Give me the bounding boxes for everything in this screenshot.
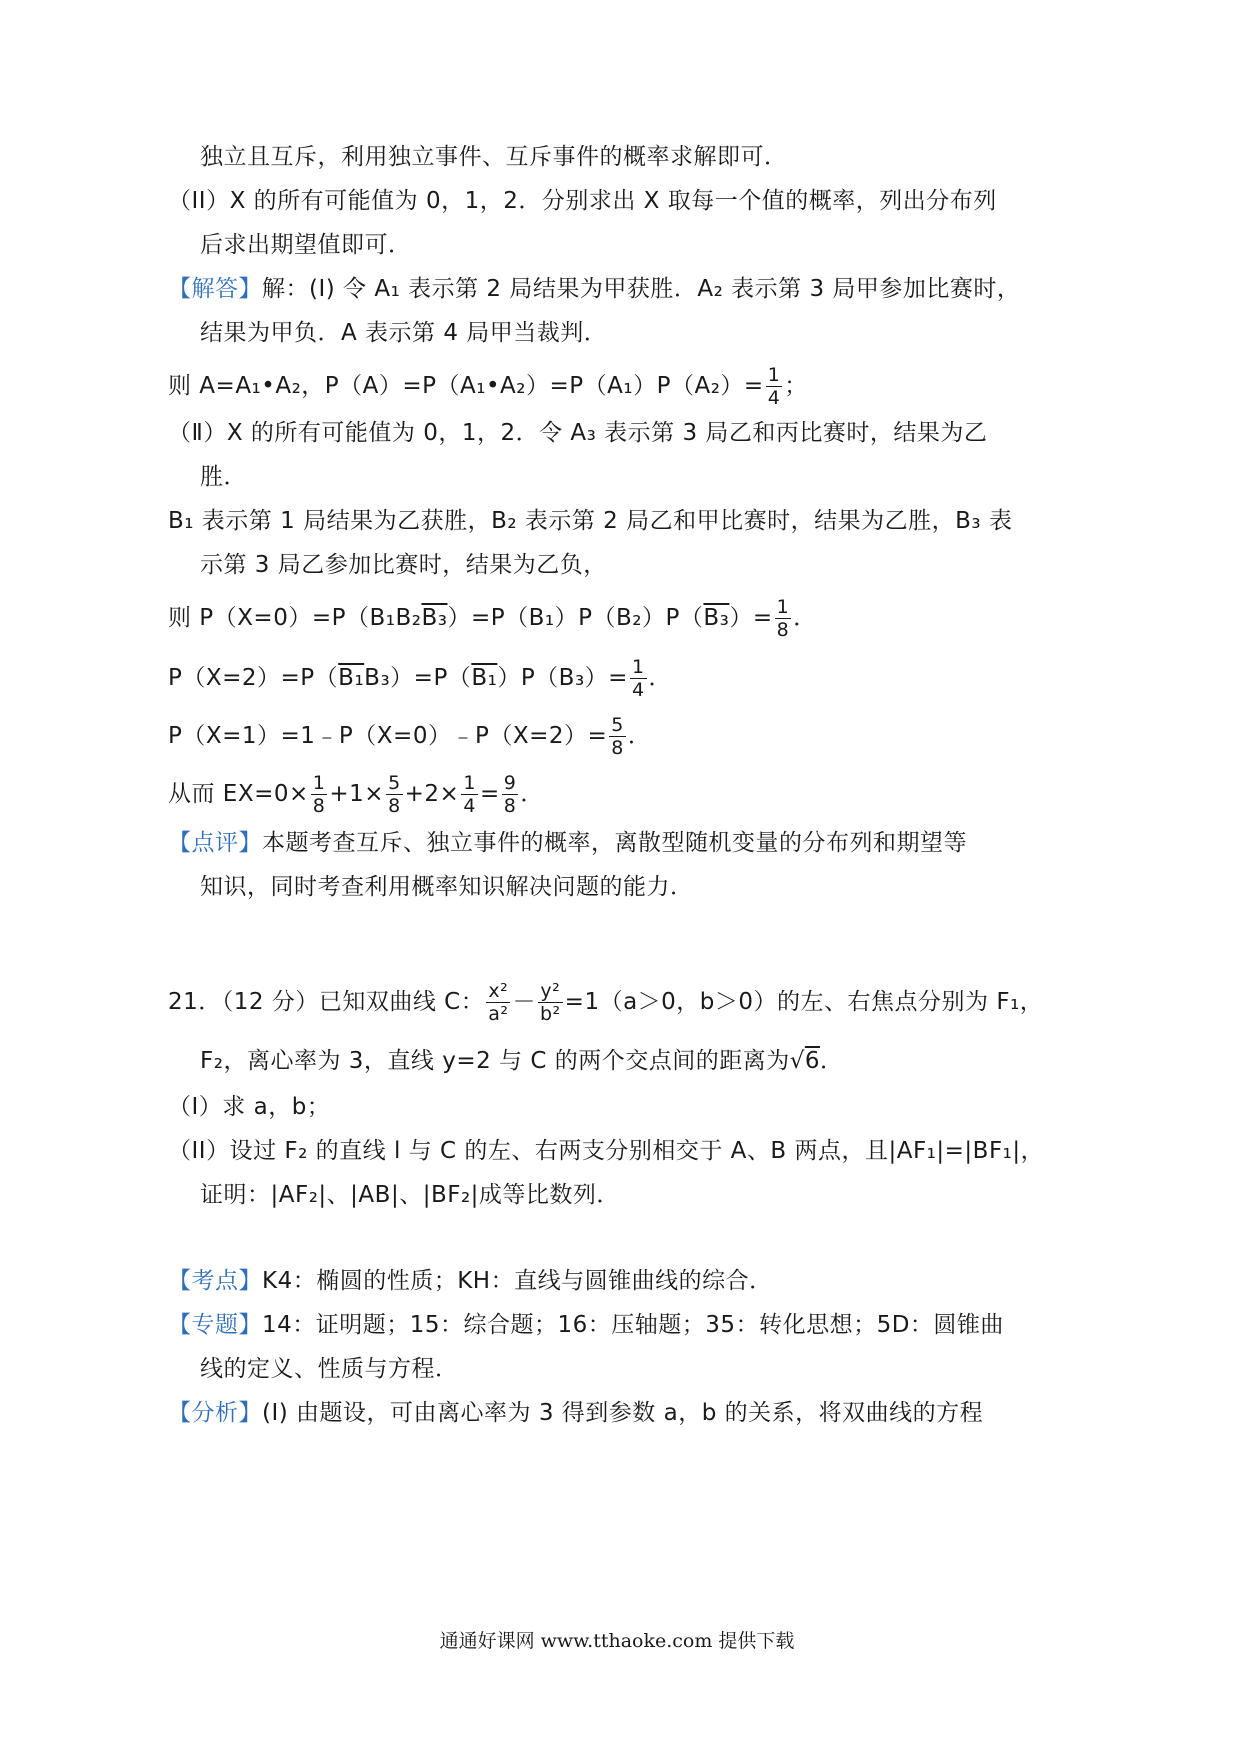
numerator: y² <box>540 980 561 1002</box>
minus-sign: － <box>512 989 536 1015</box>
denominator: 8 <box>611 737 624 759</box>
fraction <box>311 772 328 817</box>
formula-text: 则 P（X=0）=P（B₁B₂ <box>168 605 422 631</box>
problem-text: 21．（12 分）已知双曲线 C： <box>168 989 485 1015</box>
page-footer: 通通好课网 www.tthaoke.com 提供下载 <box>439 1630 795 1652</box>
text-line: 结果为甲负．A 表示第 4 局甲当裁判． <box>200 320 608 346</box>
fraction <box>486 980 510 1025</box>
denominator: 4 <box>463 795 476 817</box>
text-line: 14：证明题；15：综合题；16：压轴题；35：转化思想；5D：圆锥曲 <box>262 1312 1004 1338</box>
text-line: 本题考查互斥、独立事件的概率，离散型随机变量的分布列和期望等 <box>262 830 967 856</box>
numerator: 9 <box>503 772 517 794</box>
complement-term: B₁ <box>338 665 365 691</box>
formula-line <box>168 656 672 701</box>
punctuation: ． <box>793 605 817 631</box>
problem-line <box>200 1046 844 1076</box>
formula-line <box>168 364 808 409</box>
analysis-tag: 【分析】 <box>168 1400 262 1426</box>
problem-text: F₂，离心率为 3，直线 y=2 与 C 的两个交点间的距离为√ <box>200 1048 805 1074</box>
denominator: 8 <box>776 619 790 641</box>
numerator: 5 <box>388 772 401 794</box>
answer-heading-line <box>168 274 1020 304</box>
text-line: 胜． <box>200 464 247 490</box>
denominator: a² <box>488 1003 509 1025</box>
formula-text: P（X=1）=1﹣P（X=0）﹣P（X=2）= <box>168 723 608 749</box>
problem-text: =1（a＞0，b＞0）的左、右焦点分别为 F₁， <box>564 989 1044 1015</box>
text-line: 解：(I) 令 A₁ 表示第 2 局结果为甲获胜．A₂ 表示第 3 局甲参加比赛时， <box>262 276 1021 302</box>
complement-term: B₃ <box>421 605 448 631</box>
topic-tag: 【专题】 <box>168 1312 262 1338</box>
keypoint-tag: 【考点】 <box>168 1268 262 1294</box>
numerator: 1 <box>312 772 326 794</box>
punctuation: ． <box>648 665 673 691</box>
formula-text: +2× <box>404 781 460 807</box>
text-line: 证明：|AF₂|、|AB|、|BF₂|成等比数列． <box>200 1182 620 1208</box>
text-line: (I) 由题设，可由离心率为 3 得到参数 a，b 的关系，将双曲线的方程 <box>262 1400 984 1426</box>
denominator: 8 <box>503 795 517 817</box>
fraction <box>502 772 519 817</box>
formula-text: 则 A=A₁•A₂，P（A）=P（A₁•A₂）=P（A₁）P（A₂）= <box>168 373 764 399</box>
punctuation: ． <box>820 1048 844 1074</box>
numerator: 1 <box>776 596 790 618</box>
formula-text: ）= <box>729 605 773 631</box>
fraction <box>630 656 647 701</box>
text-line: （II）设过 F₂ 的直线 l 与 C 的左、右两支分别相交于 A、B 两点，且|AF₁|=|BF₁|， <box>168 1138 1045 1164</box>
denominator: 4 <box>767 387 781 409</box>
punctuation: ； <box>784 373 808 399</box>
formula-text: +1× <box>329 781 385 807</box>
text-line: B₁ 表示第 1 局结果为乙获胜，B₂ 表示第 2 局乙和甲比赛时，结果为乙胜，B₃ 表 <box>168 508 1013 534</box>
fraction <box>775 596 792 641</box>
formula-line <box>168 772 544 817</box>
text-line: K4：椭圆的性质；KH：直线与圆锥曲线的综合． <box>262 1268 773 1294</box>
text-line: 示第 3 局乙参加比赛时，结果为乙负， <box>200 552 607 578</box>
analysis-line <box>168 1398 983 1428</box>
fraction <box>386 772 403 817</box>
comment-line <box>168 828 967 858</box>
formula-text: P（X=2）=P（ <box>168 665 339 691</box>
formula-text: ）=P（B₁）P（B₂）P（ <box>447 605 704 631</box>
formula-line <box>168 714 651 759</box>
fraction <box>538 980 563 1025</box>
text-line: 知识，同时考查利用概率知识解决问题的能力． <box>200 874 694 900</box>
fraction <box>461 772 478 817</box>
keypoint-line <box>168 1266 773 1296</box>
complement-term: B₃ <box>703 605 730 631</box>
numerator: 1 <box>463 772 476 794</box>
text-line: （I）求 a，b； <box>168 1094 331 1120</box>
complement-term: B₁ <box>471 665 498 691</box>
punctuation: ． <box>627 723 652 749</box>
text-line: （Ⅱ）X 的所有可能值为 0，1，2．令 A₃ 表示第 3 局乙和丙比赛时，结果为乙 <box>168 420 988 446</box>
formula-text: = <box>479 781 500 807</box>
denominator: 8 <box>388 795 401 817</box>
answer-tag: 【解答】 <box>168 276 262 302</box>
denominator: 4 <box>631 679 645 701</box>
text-line: 独立且互斥，利用独立事件、互斥事件的概率求解即可． <box>200 144 788 170</box>
numerator: 1 <box>631 656 645 678</box>
denominator: 8 <box>312 795 326 817</box>
formula-text: ）P（B₃）= <box>497 665 628 691</box>
numerator: 1 <box>767 364 781 386</box>
fraction <box>766 364 783 409</box>
text-line: 线的定义、性质与方程． <box>200 1356 459 1382</box>
formula-text: B₃）=P（ <box>364 665 472 691</box>
numerator: 5 <box>611 714 624 736</box>
denominator: b² <box>539 1003 561 1025</box>
fraction <box>609 714 626 759</box>
topic-line <box>168 1310 1004 1340</box>
problem-heading-line <box>168 980 1043 1025</box>
formula-text: 从而 EX=0× <box>168 781 309 807</box>
punctuation: ． <box>520 781 544 807</box>
text-line: （II）X 的所有可能值为 0，1，2．分别求出 X 取每一个值的概率，列出分布列 <box>168 188 997 214</box>
formula-line <box>168 596 817 641</box>
radicand: 6 <box>804 1048 821 1074</box>
numerator: x² <box>488 980 509 1002</box>
text-line: 后求出期望值即可． <box>200 232 412 258</box>
comment-tag: 【点评】 <box>168 830 262 856</box>
